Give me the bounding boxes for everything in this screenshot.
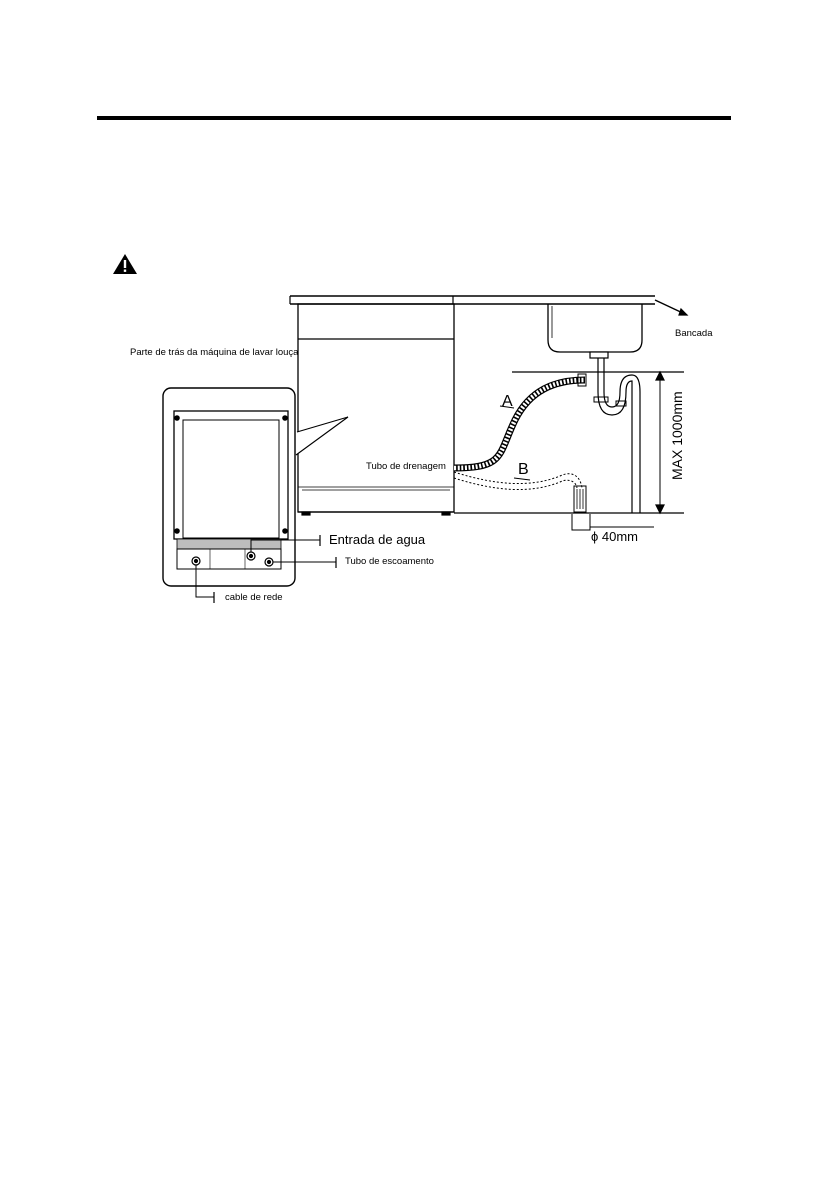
standpipe [572,486,590,530]
power-cable-label: cable de rede [225,592,283,603]
dishwasher-body [298,304,454,515]
sink-trap [578,358,640,513]
option-b-label: B [518,461,529,478]
drain-hose-label: Tubo de drenagem [366,461,446,472]
option-a-label: A [502,393,513,410]
countertop-label: Bancada [675,328,713,339]
rear-view-label: Parte de trás da máquina de lavar louça [130,347,299,358]
rear-view-inset [163,388,295,586]
countertop [290,296,687,315]
drain-hose-a [454,380,585,468]
sink-basin [548,304,642,358]
max-height-dimension [656,372,664,513]
pipe-diameter-label: ϕ 40mm [591,529,639,544]
drain-outlet-label: Tubo de escoamento [345,556,434,567]
water-inlet-label: Entrada de agua [329,532,426,547]
max-height-label: MAX 1000mm [669,391,685,480]
